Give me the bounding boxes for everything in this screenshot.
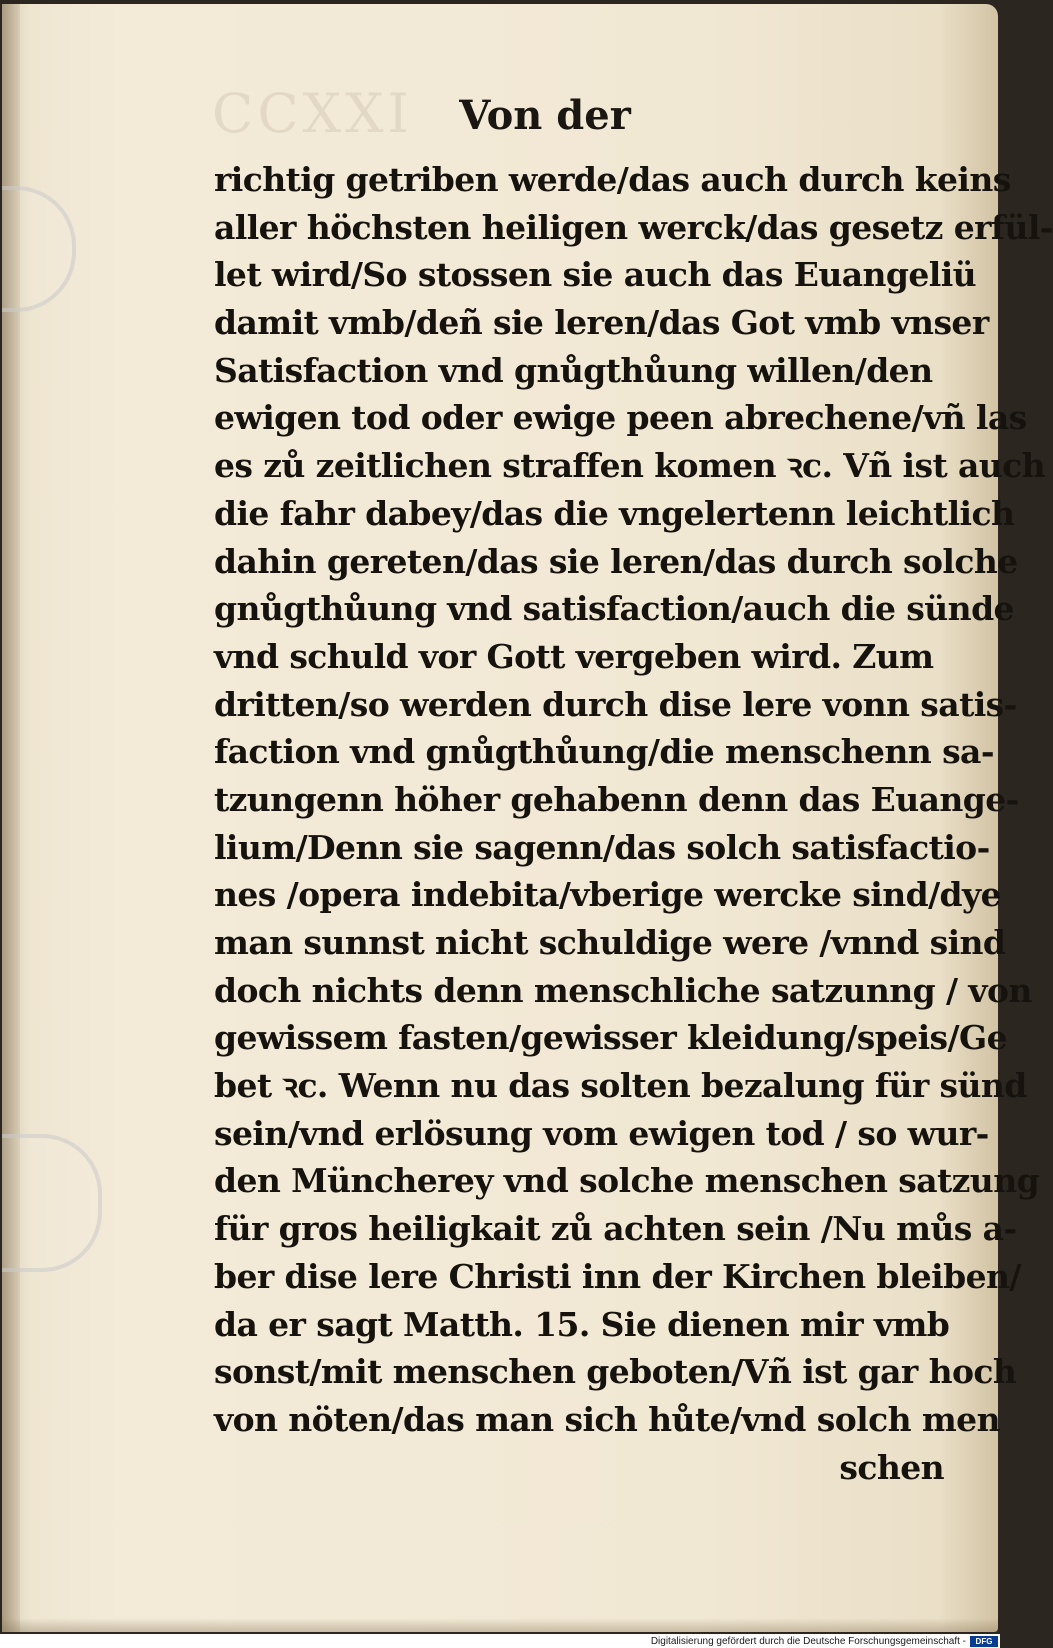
catchword: schen	[839, 1447, 944, 1487]
text-line: doch nichts denn menschliche satzunng / von	[214, 970, 1032, 1010]
text-line: vnd schuld vor Gott vergeben wird. Zum	[214, 636, 934, 676]
text-line: sonst/mit menschen geboten/Vñ ist gar hoch	[214, 1352, 1017, 1392]
text-line: den Müncherey vnd solche menschen satzung	[214, 1161, 1040, 1201]
text-line: nes /opera indebita/vberige wercke sind/dye	[214, 875, 1001, 915]
text-line: gewissem fasten/gewisser kleidung/speis/Ge	[214, 1018, 1007, 1058]
text-line: lium/Denn sie sagenn/das solch satisfactio-	[214, 827, 990, 867]
text-line: sein/vnd erlösung vom ewigen tod / so wur-	[214, 1113, 989, 1153]
footer-credit: Digitalisierung gefördert durch die Deutsche Forschungsgemeinschaft -	[650, 1635, 966, 1647]
text-line: bet ꝛc. Wenn nu das solten bezalung für sünd	[214, 1066, 1027, 1106]
text-line: dritten/so werden durch dise lere vonn satis-	[214, 684, 1017, 724]
dfg-logo: DFG	[970, 1636, 998, 1647]
footer-bar	[0, 1634, 1000, 1648]
text-line: richtig getriben werde/das auch durch keins	[214, 160, 1011, 199]
bleed-through-text: CCXXI	[212, 82, 413, 145]
book-page	[2, 4, 1053, 1632]
text-line: es zů zeitlichen straffen komen ꝛc. Vñ ist auch	[214, 446, 1046, 486]
text-line: von nöten/das man sich hůte/vnd solch men	[214, 1399, 1000, 1439]
text-line: die fahr dabey/das die vngelertenn leichtlich	[214, 493, 1015, 533]
text-line: let wird/So stossen sie auch das Euangeliü	[214, 255, 977, 295]
text-line: man sunnst nicht schuldige were /vnnd sind	[214, 923, 1006, 962]
running-header: Von der	[459, 92, 631, 139]
text-line: tzungenn höher gehabenn denn das Euange-	[214, 779, 1019, 819]
page-clip-bottom	[2, 1134, 102, 1272]
text-line: gnůgthůung vnd satisfaction/auch die sünde	[214, 589, 1014, 629]
text-line: ber dise lere Christi inn der Kirchen bleiben/	[214, 1256, 1021, 1296]
text-line: aller höchsten heiligen werck/das gesetz erfül-	[214, 207, 1053, 247]
text-line: da er sagt Matth. 15. Sie dienen mir vmb	[214, 1304, 950, 1344]
text-line: Satisfaction vnd gnůgthůung willen/den	[214, 350, 933, 390]
page-clip-top	[2, 186, 76, 312]
page-bottom-edge	[2, 1618, 998, 1632]
text-line: ewigen tod oder ewige peen abrechene/vñ las	[214, 398, 1027, 438]
text-line: faction vnd gnůgthůung/die menschenn sa-	[214, 732, 994, 772]
text-line: damit vmb/deñ sie leren/das Got vmb vnser	[214, 303, 989, 343]
text-line: dahin gereten/das sie leren/das durch solche	[214, 541, 1018, 581]
text-line: für gros heiligkait zů achten sein /Nu můs a-	[214, 1209, 1017, 1249]
text-block	[214, 156, 1053, 1491]
